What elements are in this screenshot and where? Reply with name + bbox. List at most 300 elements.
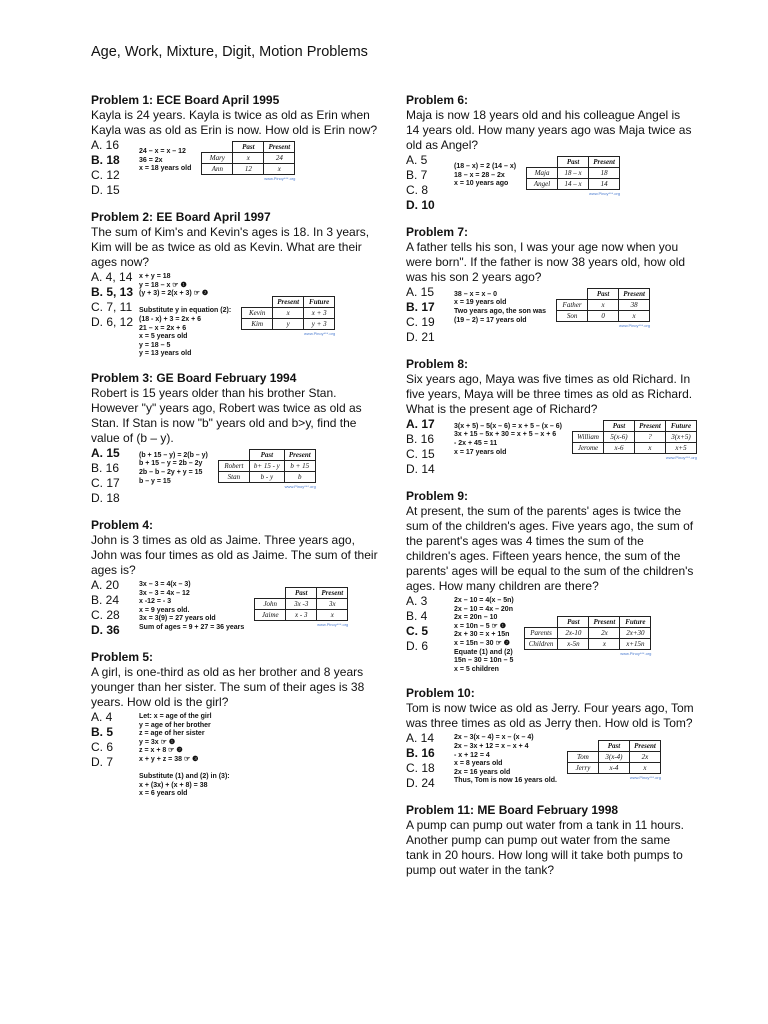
solution-table — [218, 449, 316, 483]
table-cell: Present — [629, 741, 660, 752]
table-cell: b + 15 — [284, 460, 315, 471]
problem-block — [406, 803, 696, 878]
problem-title: Problem 4: — [91, 517, 154, 532]
watermark: www.Pinoy***.org — [618, 323, 651, 328]
solution-table-wrap — [201, 141, 295, 181]
answer-choice: B. 18 — [91, 153, 120, 167]
answer-choice: D. 36 — [91, 622, 120, 637]
table-cell: Past — [598, 741, 629, 752]
solution-table-wrap — [526, 156, 620, 196]
table-cell: x — [264, 164, 295, 175]
equation-line: Substitute (1) and (2) in (3): — [139, 773, 230, 781]
equation-line: (19 – 2) = 17 years old — [454, 316, 527, 324]
table-cell: 3(x+5) — [665, 432, 696, 443]
table-cell: John — [255, 598, 286, 609]
solution-equations — [454, 734, 557, 786]
table-cell: Present — [284, 449, 315, 460]
choice-item: B. 16 — [91, 460, 120, 475]
right-column — [406, 93, 696, 890]
equation-line: x = 18 years old — [139, 165, 192, 173]
choice-item: A. 16 — [91, 138, 120, 152]
choice-item: A. 14 — [406, 731, 435, 746]
choice-item: C. 15 — [406, 447, 435, 461]
equation-line: y = 3x ☞ ❶ — [139, 738, 176, 746]
answer-choice: A. 17 — [406, 417, 435, 431]
choice-item: C. 12 — [91, 168, 120, 182]
table-row — [202, 153, 295, 164]
equation-line: 2x + 30 = x + 15n — [454, 631, 510, 639]
choice-item: D. 24 — [406, 776, 435, 791]
table-cell: Future — [304, 296, 335, 307]
equation-line: - 2x + 45 = 11 — [454, 440, 498, 447]
table-cell: b+ 15 - y — [249, 460, 284, 471]
problem-title: Problem 2: EE Board April 1997 — [91, 210, 271, 224]
solution-work — [454, 285, 696, 328]
equation-line: x = 8 years old — [454, 760, 503, 768]
problem-text: Maja is now 18 years old and his colleague Angel is 14 years old. How many years ago was Maja twice as old as Angel? — [406, 108, 692, 152]
equation-line: (b + 15 – y) = 2(b – y) — [139, 451, 208, 459]
table-cell: Past — [233, 142, 264, 153]
choice-item: D. 14 — [406, 462, 435, 476]
table-cell: Ann — [202, 164, 233, 175]
table-cell: 2x — [589, 627, 620, 638]
table-cell — [255, 587, 286, 598]
solution-table — [572, 420, 697, 454]
choice-item: D. 7 — [91, 754, 114, 769]
table-cell: 12 — [233, 164, 264, 175]
solution-work — [139, 578, 381, 633]
equation-line: 2x = 16 years old — [454, 768, 511, 776]
problem-block — [406, 225, 696, 345]
table-cell — [557, 289, 588, 300]
solution-table — [241, 296, 335, 330]
watermark: www.Pinoy***.org — [264, 176, 296, 181]
equation-line: x + (3x) + (x + 8) = 38 — [139, 781, 208, 789]
choice-item: A. 15 — [406, 285, 435, 299]
table-row — [567, 752, 660, 763]
equation-line: y = 18 – 5 — [139, 341, 171, 349]
equation-line: 3x + 15 – 5x + 30 = x + 5 – x + 6 — [454, 431, 557, 439]
table-cell: Mary — [202, 153, 233, 164]
answer-choice: C. 5 — [406, 624, 429, 638]
solution-table-wrap — [572, 420, 697, 460]
table-cell: Future — [620, 616, 651, 627]
table-cell: Jaime — [255, 609, 286, 620]
equation-line: x + y + z = 38 ☞ ❸ — [139, 755, 199, 763]
equation-line: (18 - x) + 3 = 2x + 6 — [139, 315, 202, 323]
equation-line: 3x – 3 = 4x – 12 — [139, 589, 190, 597]
equation-line: Thus, Tom is now 16 years old. — [454, 777, 557, 785]
table-row — [567, 741, 660, 752]
solution-area — [406, 731, 696, 791]
table-cell: ? — [634, 432, 665, 443]
equation-line: 36 = 2x — [139, 156, 163, 164]
table-cell: Maja — [527, 168, 558, 179]
table-cell: x — [589, 638, 620, 649]
watermark: www.Pinoy***.org — [629, 775, 661, 781]
solution-table — [526, 156, 620, 190]
solution-equations — [139, 273, 231, 359]
problem-title: Problem 11: ME Board February 1998 — [406, 803, 619, 818]
equation-line: x = 15n – 30 ☞ ❷ — [454, 639, 510, 647]
choices-list — [91, 710, 139, 770]
table-cell: 5(x-6) — [603, 432, 634, 443]
solution-work — [139, 446, 381, 489]
table-row — [557, 311, 650, 322]
table-cell: 2x — [629, 752, 660, 763]
problem-block — [91, 518, 381, 638]
table-cell: x — [629, 763, 660, 774]
table-cell: Children — [524, 638, 558, 649]
table-cell: 3x -3 — [286, 598, 317, 609]
table-cell: Tom — [567, 752, 598, 763]
equation-line: x = 9 years old. — [139, 606, 190, 614]
problem-title: Problem 9: — [406, 489, 469, 503]
solution-table — [201, 141, 295, 175]
equation-line: b – y = 15 — [139, 477, 171, 485]
solution-area — [406, 285, 696, 345]
choice-item: C. 7, 11 — [91, 300, 133, 314]
table-cell: x — [619, 311, 650, 322]
solution-work — [139, 270, 381, 359]
solution-table — [567, 740, 661, 774]
table-cell: Present — [619, 289, 650, 300]
equation-line: x = 5 children — [454, 665, 499, 673]
table-cell: x - 3 — [286, 609, 317, 620]
problem-text: John is 3 times as old as Jaime. Three years ago, John was four times as old as Jaime. The sum of their ages is? — [91, 532, 378, 577]
table-cell: b - y — [249, 471, 284, 482]
equation-line: 2b – b – 2y + y = 15 — [139, 468, 203, 476]
problem-text: At present, the sum of the parents' ages is twice the sum of the children's ages. Five years ago, the sum of the parent's ages was 4 times the sum of the children's ages. Fifteen years hence, the sum of the parents' ages will be equal to the sum of the children's ages. How many children are there? — [406, 504, 694, 593]
choice-item: B. 24 — [91, 592, 120, 607]
problem-title: Problem 8: — [406, 357, 469, 371]
problem-title: Problem 1: ECE Board April 1995 — [91, 93, 280, 107]
equation-line: z = age of her sister — [139, 730, 205, 738]
solution-work — [139, 138, 381, 181]
watermark: www.Pinoy***.org — [588, 191, 621, 196]
table-cell: x + 3 — [304, 307, 335, 318]
table-cell: 18 — [589, 168, 620, 179]
problem-block — [406, 489, 696, 674]
table-cell: Past — [286, 587, 317, 598]
table-cell: y + 3 — [304, 318, 335, 329]
table-row — [242, 296, 335, 307]
solution-table-wrap — [241, 296, 335, 336]
equation-line: Two years ago, the son was — [454, 308, 547, 315]
table-cell: x — [588, 300, 619, 311]
table-row — [572, 421, 696, 432]
solution-equations — [454, 163, 516, 189]
watermark: www.Pinoy***.org — [620, 650, 652, 656]
problem-text: Tom is now twice as old as Jerry. Four years ago, Tom was three times as old as Jerry then. How old is Tom? — [406, 701, 694, 731]
equation-line: x = 6 years old — [139, 790, 188, 798]
table-cell — [202, 142, 233, 153]
solution-area — [91, 446, 381, 506]
problem-block — [406, 93, 696, 213]
solution-table — [254, 587, 348, 621]
equation-line: y = age of her brother — [139, 721, 211, 729]
problem-block — [91, 93, 381, 198]
problem-text: Six years ago, Maya was five times as old Richard. In five years, Maya will be three times as old as Richard. What is the present age of Richard? — [406, 372, 693, 416]
equation-line: Equate (1) and (2) — [454, 648, 513, 656]
solution-equations — [139, 148, 191, 174]
equation-line: 3(x + 5) – 5(x – 6) = x + 5 – (x – 6) — [454, 422, 562, 430]
choice-item: C. 8 — [406, 183, 429, 197]
equation-line: 2x – 10 = 4(x – 5n) — [454, 597, 514, 604]
table-cell: Father — [557, 300, 588, 311]
solution-work — [454, 594, 696, 674]
table-row — [572, 432, 696, 443]
table-cell: William — [572, 432, 603, 443]
problem-block — [406, 357, 696, 477]
choices-list — [91, 578, 139, 638]
choice-item: A. 4, 14 — [91, 270, 133, 284]
table-row — [242, 318, 335, 329]
choice-item: C. 18 — [406, 761, 435, 776]
answer-choice: D. 10 — [406, 198, 435, 212]
equation-line: z = x + 8 ☞ ❷ — [139, 747, 183, 755]
table-row — [255, 609, 348, 620]
table-cell: Stan — [218, 471, 249, 482]
choice-item: D. 6, 12 — [91, 315, 134, 329]
answer-choice: B. 5 — [91, 724, 114, 739]
table-cell: Jerome — [572, 443, 603, 454]
problem-block — [91, 650, 381, 799]
solution-area — [406, 153, 696, 213]
equation-line: Substitute y in equation (2): — [139, 307, 232, 315]
table-cell: 3(x-4) — [598, 752, 629, 763]
table-cell — [524, 616, 558, 627]
choice-item: D. 18 — [91, 490, 120, 505]
equation-line: x = 10 years ago — [454, 180, 509, 188]
problem-block — [406, 686, 696, 791]
choice-item: A. 4 — [91, 709, 113, 724]
table-cell: 2x+30 — [620, 627, 651, 638]
equation-line — [139, 299, 231, 308]
equation-line: 18 – x = 28 – 2x — [454, 171, 505, 179]
equation-line: x = 5 years old — [139, 333, 188, 341]
answer-choice: B. 16 — [406, 746, 435, 761]
table-cell: x+15n — [620, 638, 651, 649]
choice-item: B. 4 — [406, 609, 428, 623]
table-cell — [218, 449, 249, 460]
table-cell: x — [233, 153, 264, 164]
table-cell: Future — [665, 421, 696, 432]
table-row — [524, 627, 651, 638]
problem-title: Problem 10: — [406, 686, 475, 701]
choice-item: C. 17 — [91, 475, 120, 490]
choice-item: C. 28 — [91, 607, 120, 622]
table-cell — [567, 741, 598, 752]
choices-list — [406, 153, 454, 213]
equation-line: - x + 12 = 4 — [454, 751, 490, 759]
answer-choice: A. 15 — [91, 445, 120, 460]
table-cell: x-6 — [603, 443, 634, 454]
table-cell: Present — [317, 587, 348, 598]
equation-line: y = 13 years old — [139, 350, 192, 358]
table-cell: x+5 — [665, 443, 696, 454]
table-row — [524, 638, 651, 649]
choice-item: A. 20 — [91, 577, 120, 592]
choice-item: D. 21 — [406, 330, 435, 344]
problem-block — [91, 210, 381, 359]
solution-area — [91, 578, 381, 638]
choices-list — [406, 731, 454, 791]
solution-table-wrap — [567, 740, 661, 780]
equation-line: 3x = 3(9) = 27 years old — [139, 615, 216, 623]
watermark: www.Pinoy***.org — [665, 455, 697, 460]
watermark: www.Pinoy***.org — [304, 330, 336, 336]
table-cell: Past — [603, 421, 634, 432]
solution-area — [91, 270, 381, 359]
problem-text: A pump can pump out water from a tank in 11 hours. Another pump can pump out water from the same tank in 20 hours. How long will it take both pumps to pump out water in the tank? — [406, 818, 684, 878]
table-cell: Kevin — [242, 307, 273, 318]
equation-line: x + y = 18 — [139, 273, 171, 280]
table-cell: Present — [589, 616, 620, 627]
problem-title: Problem 3: GE Board February 1994 — [91, 370, 297, 385]
table-cell: b — [284, 471, 315, 482]
choice-item: B. 16 — [406, 432, 435, 446]
table-row — [527, 179, 620, 190]
problem-text: A girl, is one-third as old as her brother and 8 years younger than her sister. The sum of their ages is 38 years. How old is the girl? — [91, 664, 365, 709]
solution-equations — [454, 597, 514, 674]
choices-list — [406, 417, 454, 477]
equation-line: (y + 3) = 2(x + 3) ☞ ❷ — [139, 290, 209, 298]
table-cell — [242, 296, 273, 307]
table-row — [255, 598, 348, 609]
equation-line: x = 10n – 5 ☞ ❶ — [454, 622, 507, 630]
table-row — [557, 300, 650, 311]
equation-line: 2x – 10 = 4x – 20n — [454, 605, 513, 613]
table-row — [218, 460, 315, 471]
problem-text: Kayla is 24 years. Kayla is twice as old as Erin when Kayla was as old as Erin is now. How old is Erin now? — [91, 108, 378, 137]
watermark: www.Pinoy***.org — [284, 483, 316, 489]
table-cell: Present — [273, 296, 304, 307]
solution-equations — [139, 713, 230, 799]
solution-equations — [454, 423, 562, 457]
table-cell: y — [273, 318, 304, 329]
solution-work — [454, 153, 696, 196]
table-cell: 18 – x — [558, 168, 589, 179]
equation-line — [139, 765, 230, 774]
solution-work — [454, 417, 697, 460]
problem-text: Robert is 15 years older than his brother Stan. However "y" years ago, Robert was twice as old as Stan. If Stan is now "b" years old and b>y, find the value of (b – y). — [91, 385, 362, 445]
problem-title: Problem 6: — [406, 93, 469, 107]
table-row — [572, 443, 696, 454]
table-cell: 3x — [317, 598, 348, 609]
table-row — [218, 449, 315, 460]
solution-equations — [139, 452, 208, 486]
choice-item: A. 3 — [406, 594, 428, 608]
choice-item: A. 5 — [406, 153, 428, 167]
table-row — [524, 616, 651, 627]
table-row — [527, 157, 620, 168]
table-cell: Past — [558, 157, 589, 168]
table-row — [218, 471, 315, 482]
solution-work — [139, 710, 381, 799]
table-cell: 14 — [589, 179, 620, 190]
solution-table-wrap — [218, 449, 316, 489]
choice-item: B. 7 — [406, 168, 428, 182]
table-cell: Past — [588, 289, 619, 300]
table-row — [557, 289, 650, 300]
solution-table-wrap — [524, 616, 652, 656]
table-cell: Present — [589, 157, 620, 168]
solution-table — [524, 616, 652, 650]
choices-list — [91, 138, 139, 198]
solution-table-wrap — [254, 587, 348, 627]
problem-text: The sum of Kim's and Kevin's ages is 18. In 3 years, Kim will be as twice as old as Kevin. What are their ages now? — [91, 225, 370, 269]
choice-item: D. 6 — [406, 639, 429, 653]
answer-choice: B. 17 — [406, 300, 435, 314]
choice-item: C. 6 — [91, 739, 114, 754]
table-cell: Present — [634, 421, 665, 432]
equation-line: b + 15 – y = 2b – 2y — [139, 460, 203, 468]
table-cell: 14 – x — [558, 179, 589, 190]
table-cell: Parents — [524, 627, 558, 638]
page-title: Age, Work, Mixture, Digit, Motion Problems — [91, 44, 368, 60]
solution-area — [91, 710, 381, 799]
choice-item: D. 15 — [91, 183, 120, 197]
equation-line: y = 18 – x ☞ ❶ — [139, 281, 187, 289]
equation-line: x = 19 years old — [454, 299, 507, 307]
table-cell: Past — [249, 449, 284, 460]
solution-table — [556, 288, 650, 322]
equation-line: x -12 = - 3 — [139, 598, 172, 606]
equation-line: Sum of ages = 9 + 27 = 36 years — [139, 623, 245, 631]
table-cell: 2x-10 — [558, 627, 589, 638]
table-cell: x-5n — [558, 638, 589, 649]
table-cell: 38 — [619, 300, 650, 311]
table-cell — [527, 157, 558, 168]
equation-line: Let: x = age of the girl — [139, 712, 212, 720]
problem-title: Problem 5: — [91, 649, 154, 664]
solution-area — [406, 594, 696, 674]
table-cell: x-4 — [598, 763, 629, 774]
equation-line: 2x – 3(x – 4) = x – (x – 4) — [454, 734, 534, 742]
table-cell — [572, 421, 603, 432]
equation-line: 38 – x = x – 0 — [454, 290, 498, 298]
solution-table-wrap — [556, 288, 650, 328]
table-cell: Kim — [242, 318, 273, 329]
equation-line: 2x – 3x + 12 = x – x + 4 — [454, 742, 529, 750]
answer-choice: B. 5, 13 — [91, 285, 134, 299]
equation-line: (18 – x) = 2 (14 – x) — [454, 163, 517, 171]
problem-block — [91, 371, 381, 506]
solution-area — [91, 138, 381, 198]
table-cell: Angel — [527, 179, 558, 190]
problem-title: Problem 7: — [406, 225, 469, 239]
table-cell: Present — [264, 142, 295, 153]
table-cell: x — [273, 307, 304, 318]
choices-list — [406, 285, 454, 345]
table-cell: Past — [558, 616, 589, 627]
choices-list — [406, 594, 454, 654]
table-row — [202, 164, 295, 175]
problem-text: A father tells his son, I was your age now when you were born". If the father is now 38 years old, how old was his son 2 years ago? — [406, 240, 686, 284]
table-row — [202, 142, 295, 153]
left-column — [91, 93, 381, 811]
solution-work — [454, 731, 696, 786]
choice-item: C. 19 — [406, 315, 435, 329]
table-cell: x — [634, 443, 665, 454]
table-cell: x — [317, 609, 348, 620]
solution-area — [406, 417, 696, 477]
table-row — [527, 168, 620, 179]
equation-line: x = 17 years old — [454, 448, 507, 456]
equation-line: 24 – x = x – 12 — [139, 148, 186, 156]
equation-line: 2x = 20n – 10 — [454, 614, 498, 622]
